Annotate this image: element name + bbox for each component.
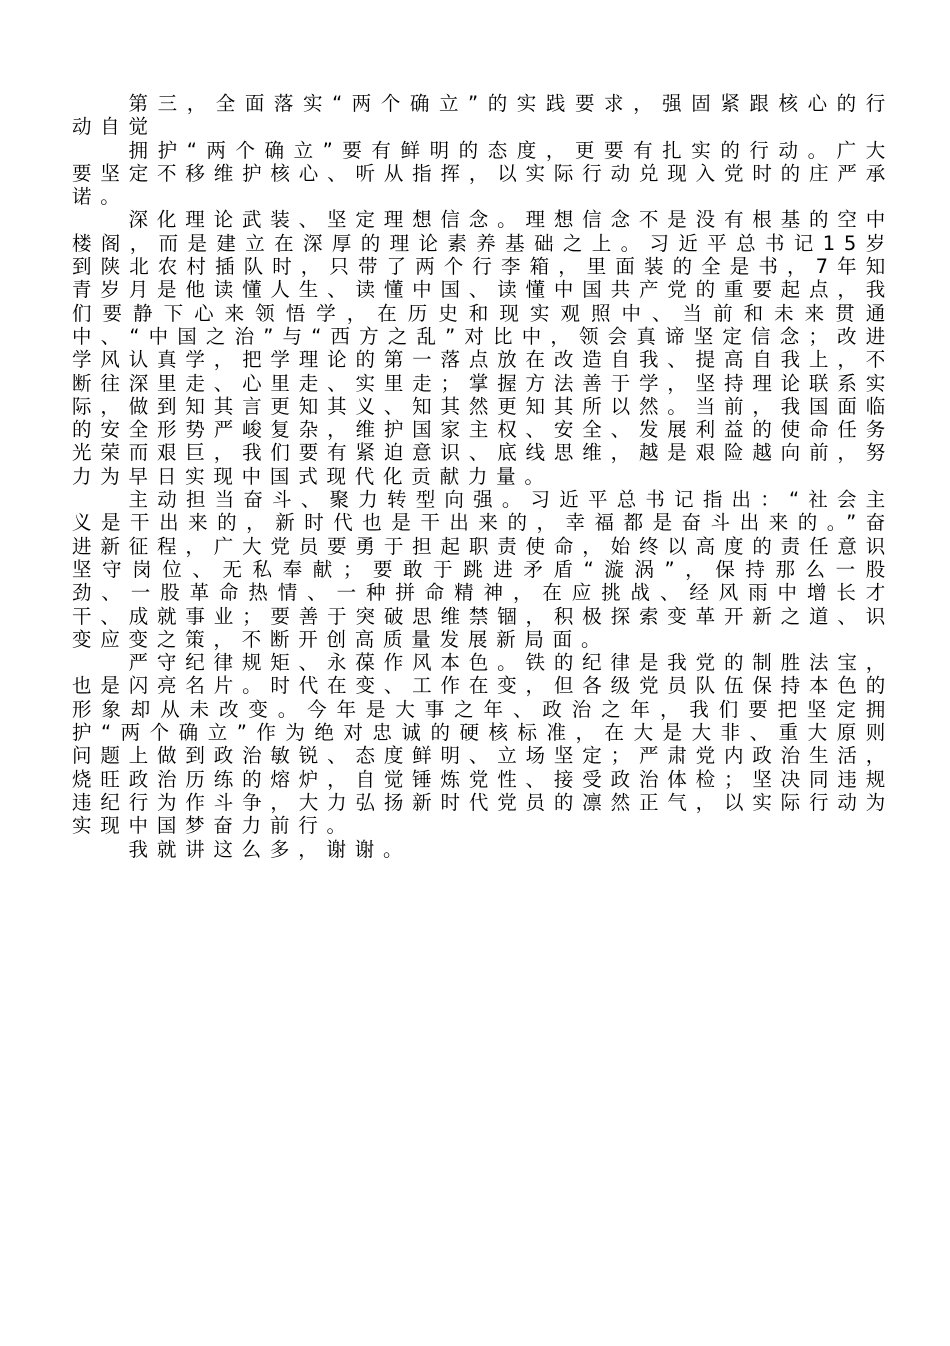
body-paragraph: 深化理论武装、坚定理想信念。理想信念不是没有根基的空中楼阁，而是建立在深厚的理论素养基础之上。习近平总书记15岁到陕北农村插队时，只带了两个行李箱，里面装的全是书，7年知青岁月是他读懂人生、读懂中国、读懂中国共产党的重要起点，我们要静下心来领悟学，在历史和现实观照中、当前和未来贯通中、“中国之治”与“西方之乱”对比中，领会真谛坚定信念；改进学风认真学，把学理论的第一落点放在改造自我、提高自我上，不断往深里走、心里走、实里走；掌握方法善于学，坚持理论联系实际，做到知其言更知其义、知其然更知其所以然。当前，我国面临的安全形势严峻复杂，维护国家主权、安全、发展利益的使命任务光荣而艰巨，我们要有紧迫意识、底线思维，越是艰险越向前，努力为早日实现中国式现代化贡献力量。 bbox=[72, 208, 894, 488]
body-paragraph: 拥护“两个确立”要有鲜明的态度，更要有扎实的行动。广大要坚定不移维护核心、听从指挥，以实际行动兑现入党时的庄严承诺。 bbox=[72, 138, 894, 209]
document-body bbox=[72, 92, 894, 861]
body-paragraph: 严守纪律规矩、永葆作风本色。铁的纪律是我党的制胜法宝，也是闪亮名片。时代在变、工作在变，但各级党员队伍保持本色的形象却从未改变。今年是大事之年、政治之年，我们要把坚定拥护“两个确立”作为绝对忠诚的硬核标准，在大是大非、重大原则问题上做到政治敏锐、态度鲜明、立场坚定；严肃党内政治生活，烧旺政治历练的熔炉，自觉锤炼党性、接受政治体检；坚决同违规违纪行为作斗争，大力弘扬新时代党员的凛然正气，以实际行动为实现中国梦奋力前行。 bbox=[72, 651, 894, 838]
section-heading-paragraph: 第三，全面落实“两个确立”的实践要求，强固紧跟核心的行动自觉 bbox=[72, 92, 894, 139]
body-paragraph: 主动担当奋斗、聚力转型向强。习近平总书记指出：“社会主义是干出来的，新时代也是干出来的，幸福都是奋斗出来的。”奋进新征程，广大党员要勇于担起职责使命，始终以高度的责任意识坚守岗位、无私奉献；要敢于跳进矛盾“漩涡”，保持那么一股劲、一股革命热情、一种拼命精神，在应挑战、经风雨中增长才干、成就事业；要善于突破思维禁锢，积极探索变革开新之道、识变应变之策，不断开创高质量发展新局面。 bbox=[72, 488, 894, 651]
closing-paragraph: 我就讲这么多，谢谢。 bbox=[128, 837, 412, 861]
